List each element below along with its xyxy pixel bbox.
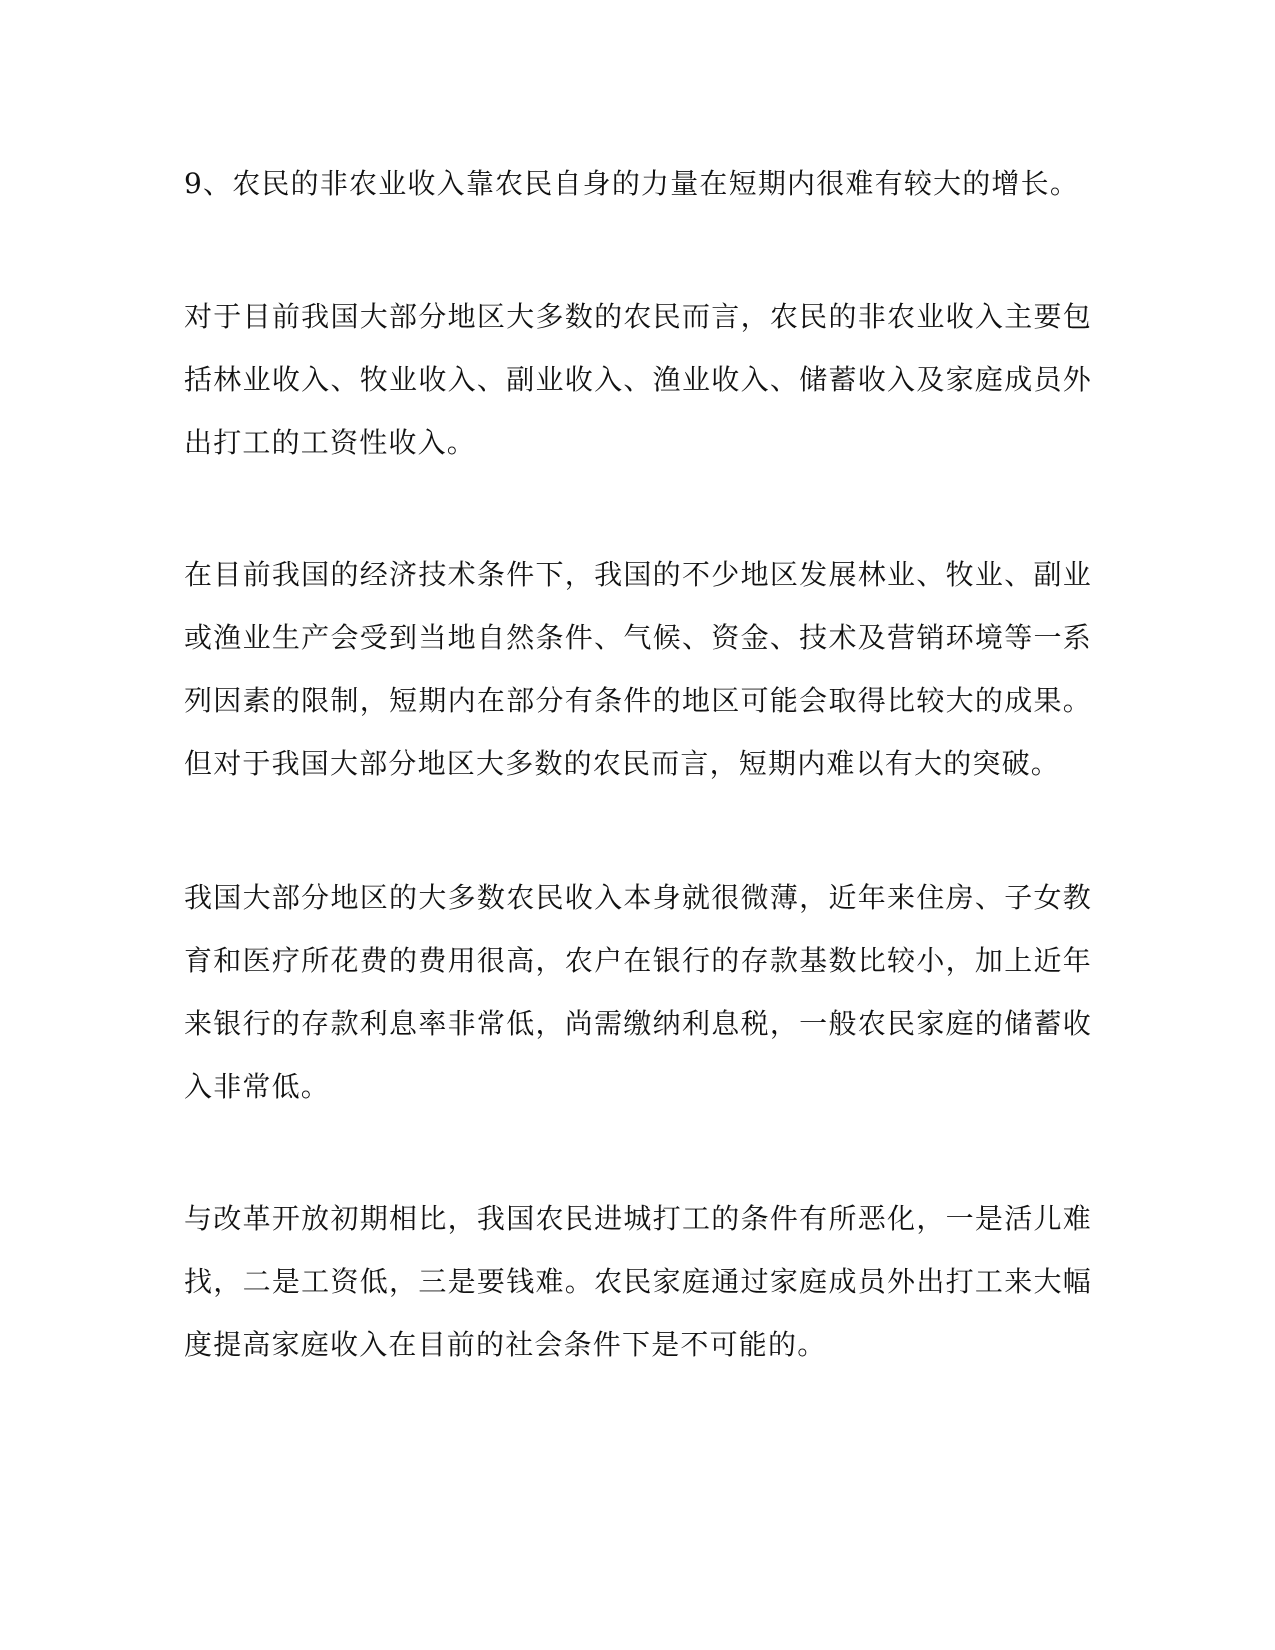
paragraph-migrant-work: 与改革开放初期相比，我国农民进城打工的条件有所恶化，一是活儿难找，二是工资低，三是要钱难。农民家庭通过家庭成员外出打工来大幅度提高家庭收入在目前的社会条件下是不可能的。	[184, 1202, 1092, 1361]
paragraph-economic-conditions: 在目前我国的经济技术条件下，我国的不少地区发展林业、牧业、副业或渔业生产会受到当地自然条件、气候、资金、技术及营销环境等一系列因素的限制，短期内在部分有条件的地区可能会取得比较大的成果。但对于我国大部分地区大多数的农民而言，短期内难以有大的突破。	[184, 558, 1092, 780]
paragraph-heading-9: 9、农民的非农业收入靠农民自身的力量在短期内很难有较大的增长。	[184, 167, 1080, 200]
paragraph-savings-income: 我国大部分地区的大多数农民收入本身就很微薄，近年来住房、子女教育和医疗所花费的费用很高，农户在银行的存款基数比较小，加上近年来银行的存款利息率非常低，尚需缴纳利息税，一般农民家庭的储蓄收入非常低。	[184, 881, 1092, 1103]
paragraph-non-farm-income-sources: 对于目前我国大部分地区大多数的农民而言，农民的非农业收入主要包括林业收入、牧业收入、副业收入、渔业收入、储蓄收入及家庭成员外出打工的工资性收入。	[184, 300, 1092, 459]
